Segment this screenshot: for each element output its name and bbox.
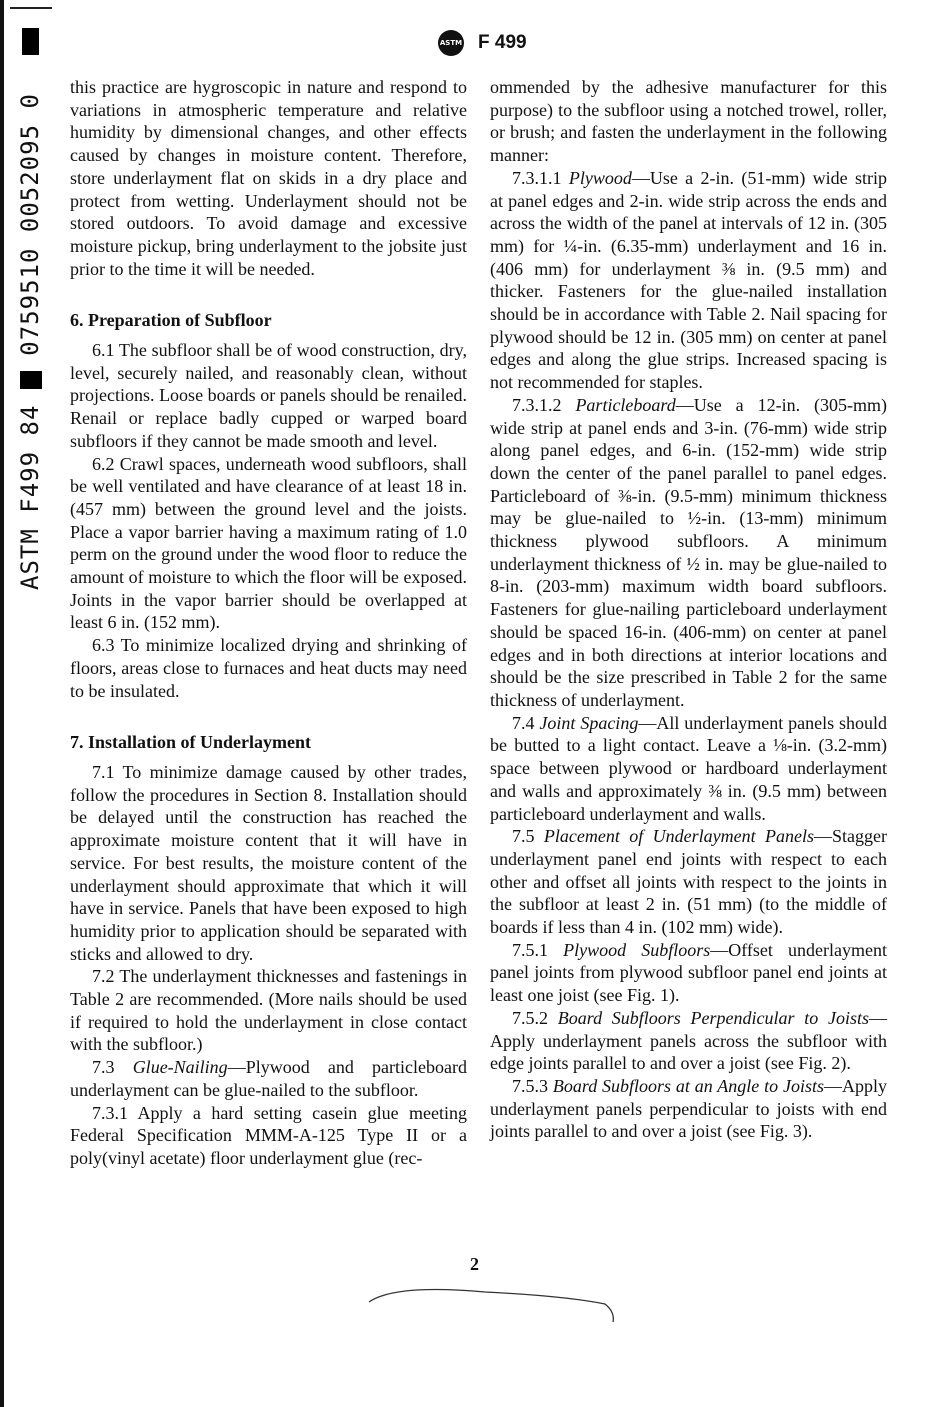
para-title: Particleboard bbox=[575, 394, 676, 415]
para-text: —Offset underlayment panel joints from plywood subfloor panel end joints at least one joist (see Fig. 1). bbox=[490, 939, 887, 1006]
para-text: —All underlayment panels should be butted to a light contact. Leave a ⅛-in. (3.2-mm) space between plywood or hardboard underlayment and walls and approximately ⅜ in. (9.5 mm) between particleboard underlayment and walls. bbox=[490, 712, 888, 824]
para-num: 7.5.3 bbox=[512, 1075, 548, 1096]
page-header bbox=[438, 30, 527, 56]
paragraph-7-1: 7.1 To minimize damage caused by other trades, follow the procedures in Section 8. Installation should be delayed until the construction has reached the approximate moisture content that it will have in service. For best results, the moisture content of the underlayment should approximate that which it will have in service. Panels that have been exposed to high humidity prior to application should be separated with sticks and allowed to dry. bbox=[70, 761, 467, 964]
para-num: 7.5.1 bbox=[512, 939, 548, 960]
paragraph-7-3 bbox=[70, 1056, 467, 1101]
scan-mark-line bbox=[10, 7, 52, 9]
para-num: 7.4 bbox=[512, 712, 535, 733]
para-text: —Stagger underlayment panel end joints with respect to each other and offset all joints with respect to the joints in the subfloor at least 2 in. (51 mm) (to the middle of boards if less than 4 in. (102 mm) wide). bbox=[490, 826, 888, 938]
para-text: —Apply underlayment panels perpendicular to joists with end joints parallel to and over a joist (see Fig. 3). bbox=[490, 1075, 887, 1142]
paragraph-6-2: 6.2 Crawl spaces, underneath wood subfloors, shall be well ventilated and have clearance of at least 18 in. (457 mm) between the ground level and the joists. Place a vapor barrier having a maximum rating of 1.0 perm on the ground under the wood floor to reduce the amount of moisture to which the floor will be exposed. Joints in the vapor barrier should be overlapped at least 6 in. (152 mm). bbox=[70, 453, 467, 633]
paragraph-6-1: 6.1 The subfloor shall be of wood construction, dry, level, securely nailed, and reasonably clean, without projections. Loose boards or panels should be renailed. Renail or replace badly cupped or warped board subfloors if they cannot be made smooth and level. bbox=[70, 340, 467, 451]
pen-stroke-mark bbox=[365, 1282, 625, 1332]
paragraph-7-5-1 bbox=[490, 939, 887, 1007]
para-num: 7.3.1.2 bbox=[512, 394, 562, 415]
para-title: Board Subfloors Perpendicular to Joists bbox=[557, 1007, 869, 1028]
scan-block-mark bbox=[22, 28, 39, 55]
margin-code bbox=[16, 93, 44, 590]
page-number: 2 bbox=[470, 1254, 479, 1274]
paragraph-7-3-1-2 bbox=[490, 394, 887, 712]
paragraph: this practice are hygroscopic in nature and respond to variations in atmospheric temperature and relative humidity by dimensional changes, and other effects caused by changes in moisture content. Therefore, store underlayment flat on skids in a dry place and protect from wetting. Underlayment should not be stored outdoors. To avoid damage and excessive moisture pickup, bring underlayment to the jobsite just prior to the time it will be needed. bbox=[70, 77, 467, 279]
para-title: Plywood Subfloors bbox=[563, 939, 711, 960]
para-text: —Plywood and particleboard underlayment can be glue-nailed to the subfloor. bbox=[70, 1057, 468, 1100]
margin-code-part1: ASTM F499 84 bbox=[16, 404, 44, 590]
paragraph-7-3-1-1 bbox=[490, 167, 887, 394]
para-title: Plywood bbox=[568, 167, 632, 188]
para-num: 7.5.2 bbox=[512, 1007, 548, 1028]
para-title: Placement of Underlayment Panels bbox=[543, 826, 815, 847]
para-num: 7.5 bbox=[512, 826, 535, 847]
paragraph-7-5-2 bbox=[490, 1007, 887, 1075]
para-text: —Use a 2-in. (51-mm) wide strip at panel edges and 2-in. wide strip across the ends and across the width of the panel at intervals of 12 in. (305 mm) for ¼-in. (6.35-mm) underlayment and 16 in. (406 mm) for underlayment ⅜ in. (9.5 mm) and thicker. Fasteners for the glue-nailed installation should be in accordance with Table 2. Nail spacing for plywood should be 12 in. (305 mm) on center at panel edges and along the glue strips. Increased spacing is not recommended for staples. bbox=[490, 167, 888, 393]
right-column bbox=[490, 76, 887, 1143]
section-heading-6: 6. Preparation of Subfloor bbox=[70, 310, 272, 331]
standard-number: F 499 bbox=[478, 32, 527, 53]
scan-edge bbox=[0, 0, 4, 1407]
para-title: Board Subfloors at an Angle to Joists bbox=[552, 1075, 824, 1096]
para-num: 7.3 bbox=[92, 1057, 115, 1078]
paragraph-6-3: 6.3 To minimize localized drying and shrinking of floors, areas close to furnaces and heat ducts may need to be insulated. bbox=[70, 635, 467, 701]
margin-block-mark bbox=[20, 371, 42, 389]
margin-code-part2: 0759510 0052095 0 bbox=[16, 93, 44, 356]
para-title: Joint Spacing bbox=[539, 712, 639, 733]
section-heading-7: 7. Installation of Underlayment bbox=[70, 732, 312, 753]
para-text: —Use a 12-in. (305-mm) wide strip at panel ends and 3-in. (76-mm) wide strip along panel edges, and 6-in. (152-mm) wide strip down the center of the panel parallel to panel edges. Particleboard of ⅜-in. (9.5-mm) minimum thickness may be glue-nailed to ½-in. (13-mm) minimum thickness plywood subfloors. A minimum underlayment thickness of ½ in. may be glue-nailed to 8-in. (203-mm) maximum width board subfloors. Fasteners for glue-nailing particleboard underlayment should be spaced 16-in. (406-mm) on center at panel edges and in both directions at interior locations and should be the size prescribed in Table 2 for the same thickness of underlayment. bbox=[490, 394, 888, 710]
astm-logo-icon: ASTM bbox=[438, 30, 464, 56]
paragraph-7-5-3 bbox=[490, 1075, 887, 1143]
paragraph-7-2: 7.2 The underlayment thicknesses and fastenings in Table 2 are recommended. (More nails should be used if required to hold the underlayment in close contact with the subfloor.) bbox=[70, 966, 467, 1055]
paragraph-7-3-1: 7.3.1 Apply a hard setting casein glue meeting Federal Specification MMM-A-125 Type II or a poly(vinyl acetate) floor underlayment glue (rec- bbox=[70, 1102, 467, 1168]
para-title: Glue-Nailing bbox=[132, 1057, 228, 1078]
paragraph-7-5 bbox=[490, 825, 887, 939]
para-num: 7.3.1.1 bbox=[512, 167, 562, 188]
left-column bbox=[70, 76, 467, 1170]
paragraph: ommended by the adhesive manufacturer for this purpose) to the subfloor using a notched trowel, roller, or brush; and fasten the underlayment in the following manner: bbox=[490, 77, 887, 166]
para-text: —Apply underlayment panels across the subfloor with edge joints parallel to and over a joist (see Fig. 2). bbox=[490, 1007, 887, 1074]
paragraph-7-4 bbox=[490, 712, 887, 826]
